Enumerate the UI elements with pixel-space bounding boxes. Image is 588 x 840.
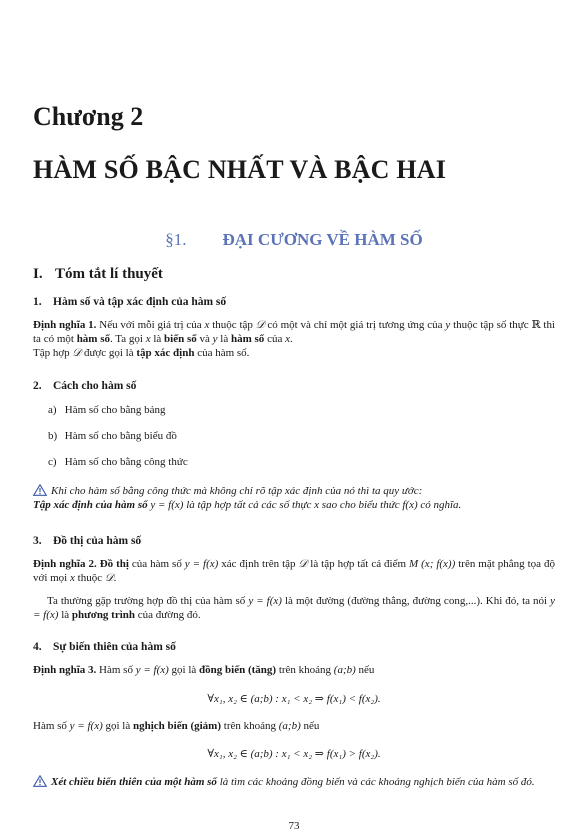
term: Đồ thị [99,558,129,570]
note-text: có nghĩa. [420,499,462,511]
math-var: x [204,319,210,331]
math-set: 𝒟 [72,347,82,359]
math-var: x [145,333,151,345]
text: của hàm số. [197,347,250,359]
subsection-heading-3 [33,535,141,547]
definition-label: Định nghĩa 2. [33,558,97,570]
text: nếu [303,720,320,732]
math-set: 𝒟 [298,558,308,570]
subsection-number: 2. [33,380,42,392]
list-marker: a) [48,404,57,416]
math-set: 𝒟 [255,319,265,331]
text: thuộc [77,572,103,584]
list-marker: b) [48,430,58,442]
decreasing-definition [33,719,555,733]
text: trên mặt phẳng tọa độ với mọi [33,558,556,584]
list-item [48,404,166,416]
text: Ta thường gặp trường hợp đồ thị của hàm số [47,595,246,607]
math-formula: M (x; f(x)) [409,558,456,570]
part-number: I. [33,266,43,282]
text: Hàm số [99,664,133,676]
list-item [48,430,177,442]
math-formula: (a;b) [278,720,301,732]
note-text: là tìm các khoảng đồng biến và các khoảng nghịch biến của hàm số đó. [219,776,535,788]
text: Hàm số [33,720,67,732]
definition-1 [33,318,555,360]
text: . Ta gọi [110,333,143,345]
subsection-number: 3. [33,535,42,547]
decreasing-formula: ∀x₁, x₂ ∈ (a;b) : x₁ < x₂ ⇒ f(x₁) > f(x₂). [207,748,381,760]
part-title: Tóm tắt lí thuyết [55,266,163,282]
math-var: x [314,499,320,511]
text: gọi là [105,720,131,732]
text: thuộc tập [212,319,253,331]
math-var: x [285,333,290,345]
term: hàm số [231,333,265,345]
section-title: ĐẠI CƯƠNG VỀ HÀM SỐ [222,230,423,249]
definition-label: Định nghĩa 3. [33,664,97,676]
text: là [61,609,70,621]
math-formula: (a;b) [333,664,356,676]
text: là [220,333,229,345]
part-heading [33,266,163,283]
note-monotonicity [33,775,555,789]
note-text: Khi cho hàm số bằng công thức mà không chỉ rõ tập xác định của nó thì ta quy ước: [51,485,423,497]
text: được gọi là [83,347,134,359]
list-item [48,456,188,468]
text: Nếu với mỗi giá trị của [99,319,202,331]
list-item-text: Hàm số cho bằng công thức [64,456,188,468]
chapter-title: HÀM SỐ BẬC NHẤT VÀ BẬC HAI [33,155,447,184]
math-formula: y = f(x) [69,720,103,732]
text: có một và chỉ một giá trị tương ứng của [267,319,443,331]
warning-icon [33,484,47,496]
text: Tập hợp [33,347,70,359]
term: nghịch biến (giảm) [133,720,222,732]
math-formula: y = f(x) [135,664,169,676]
definition-3 [33,663,555,677]
subsection-title: Hàm số và tập xác định của hàm số [53,296,227,308]
text: là [153,333,162,345]
text: thì ta có một [33,319,556,345]
text: gọi là [171,664,197,676]
section-heading [0,230,588,250]
subsection-title: Đồ thị của hàm số [53,535,142,547]
increasing-formula: ∀x₁, x₂ ∈ (a;b) : x₁ < x₂ ⇒ f(x₁) < f(x₂). [207,693,381,705]
text: thuộc tập số thực [453,319,529,331]
subsection-heading-1 [33,296,226,308]
list-item-text: Hàm số cho bằng bảng [64,404,166,416]
text: của hàm số [131,558,182,570]
page-number: 73 [288,820,300,832]
graph-paragraph [33,594,555,622]
note-text: sao cho biểu thức [321,499,400,511]
math-formula: y = f(x) [184,558,219,570]
chapter-label: Chương 2 [33,102,144,131]
term: đồng biến (tăng) [199,664,277,676]
subsection-heading-4 [33,641,176,653]
text: . [289,333,293,345]
math-var: y [445,319,451,331]
subsection-number: 4. [33,641,42,653]
list-marker: c) [48,456,57,468]
text: xác định trên tập [221,558,296,570]
math-set: 𝒟 [104,572,114,584]
math-formula: y = f(x) [248,595,282,607]
math-formula: f(x) [402,499,418,511]
text: là tập hợp tất cả điểm [310,558,407,570]
math-var: y [212,333,218,345]
term: tập xác định [136,347,195,359]
definition-label: Định nghĩa 1. [33,319,97,331]
subsection-heading-2 [33,380,136,392]
text: nếu [358,664,375,676]
term: Xét chiều biến thiên của một hàm số [51,776,217,788]
text: trên khoảng [223,720,276,732]
list-item-text: Hàm số cho bằng biểu đồ [64,430,177,442]
math-formula: y = f(x) [33,595,556,621]
term: hàm số [76,333,110,345]
note-domain-convention [33,484,555,512]
text: và [199,333,210,345]
math-var: x [70,572,75,584]
subsection-title: Sự biến thiên của hàm số [53,641,176,653]
text: trên khoảng [278,664,332,676]
term: phương trình [71,609,136,621]
text: là một đường (đường thẳng, đường cong,...). Khi đó, ta nói [285,595,548,607]
text: của đường đó. [137,609,201,621]
text: . [113,572,117,584]
math-formula: y = f(x) [150,499,184,511]
warning-icon [33,775,47,787]
subsection-title: Cách cho hàm số [53,380,137,392]
note-text: là tập hợp tất cả các số thực [186,499,312,511]
term: biến số [164,333,197,345]
section-number: §1. [165,230,187,249]
text: của [267,333,283,345]
term: Tập xác định của hàm số [33,499,148,511]
math-set: ℝ [531,319,541,331]
subsection-number: 1. [33,296,42,308]
definition-2 [33,557,555,585]
